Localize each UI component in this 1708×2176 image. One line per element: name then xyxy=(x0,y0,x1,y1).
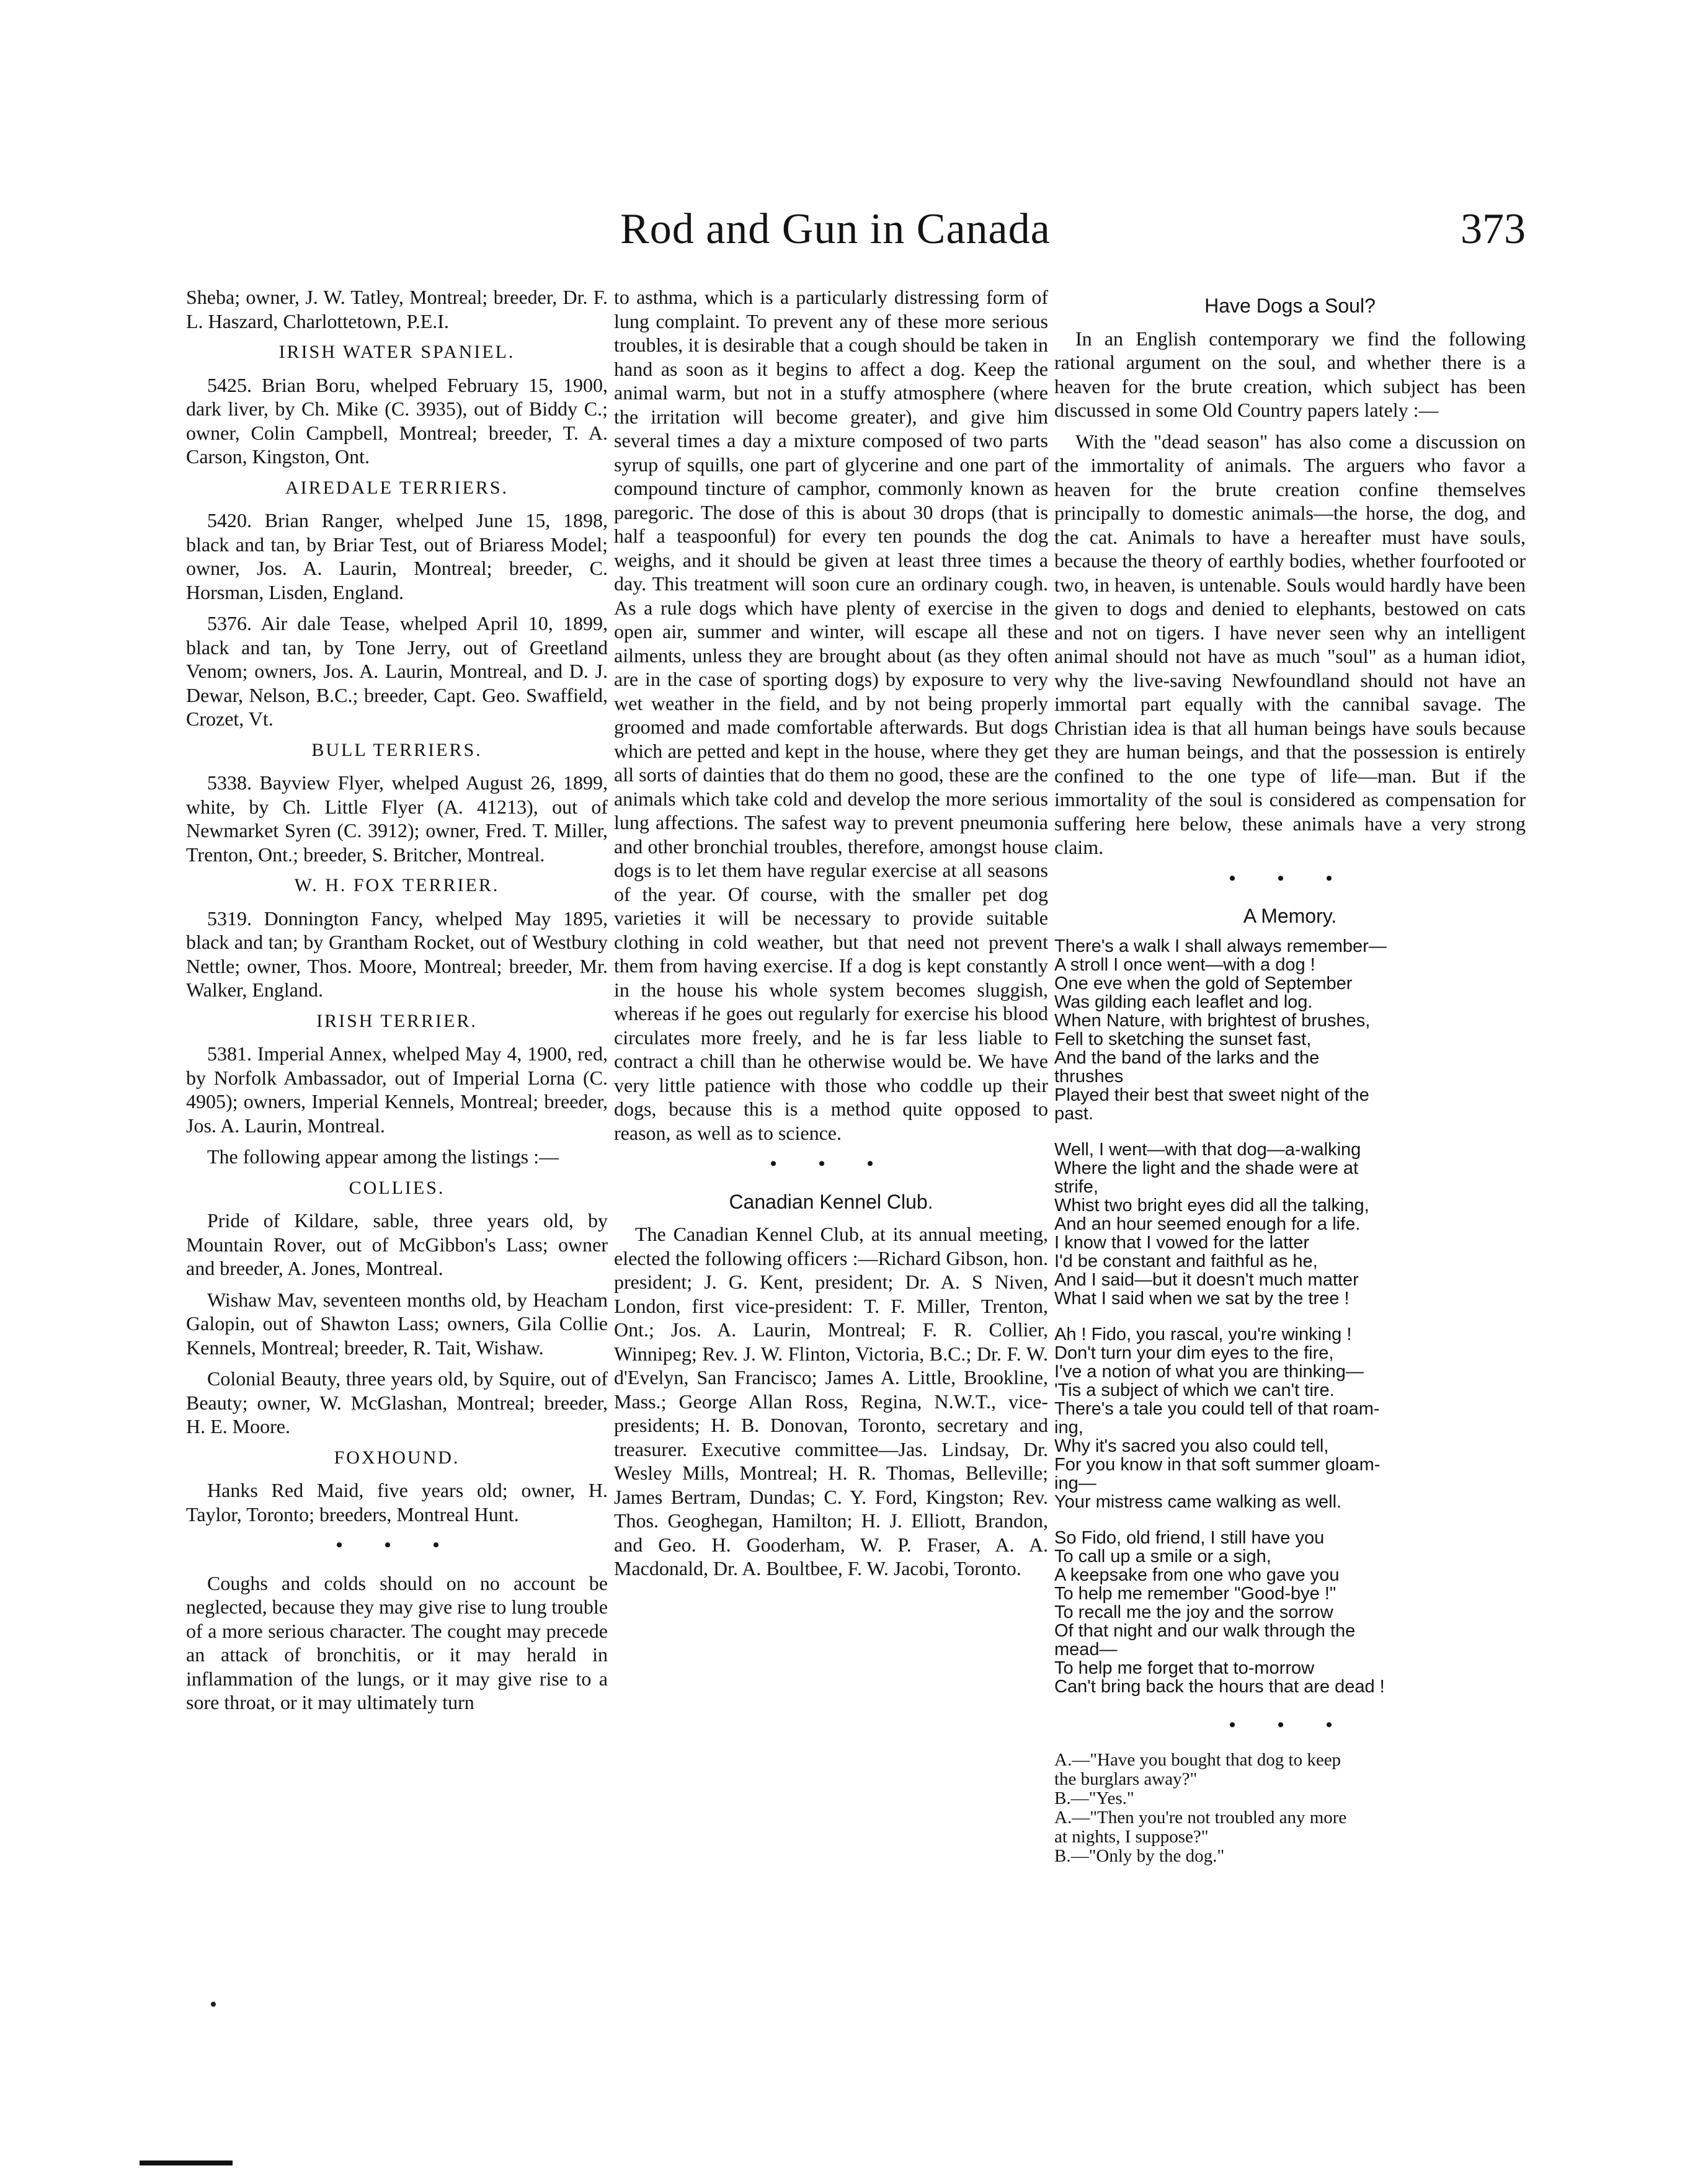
text-line: Fell to sketching the sunset fast, xyxy=(1054,1029,1312,1049)
section-separator: • • • xyxy=(1229,1714,1351,1735)
section-heading: BULL TERRIERS. xyxy=(311,739,483,760)
text-line: And the band of the larks and the xyxy=(1054,1047,1320,1068)
text-line: Of that night and our walk through the xyxy=(1054,1620,1356,1641)
text-line: 'Tis a subject of which we can't tire. xyxy=(1054,1380,1335,1400)
text-line: strife, xyxy=(1054,1176,1098,1197)
poem-stanza xyxy=(1054,1325,1526,1511)
registration-entry: 5376. Air dale Tease, whelped April 10, 1899, black and tan, by Tone Jerry, out of Greetland Venom; owners, Jos. A. Laurin, Montreal, and D. J. Dewar, Nelson, B.C.; breeder, Capt. Geo. Swaffield, Crozet, Vt. xyxy=(186,612,608,730)
text-line: Where the light and the shade were at xyxy=(1054,1158,1359,1178)
text-line: B.—"Only by the dog." xyxy=(1054,1846,1225,1866)
print-speck xyxy=(211,2002,216,2007)
text-line: To recall me the joy and the sorrow xyxy=(1054,1602,1333,1622)
article-paragraph: With the "dead season" has also come a discussion on the immortality of animals. The arguers who favor a heaven for the brute creation confine themselves principally to domestic animals—the horse, the dog, and the cat. Animals to have a hereafter must have souls, because the theory of earthly bodies, whether fourfooted or two, in heaven, is untenable. Souls would hardly have been given to dogs and denied to elephants, bestowed on cats and not on tigers. I have never seen why an intelligent animal should not have as much "soul" as a human idiot, why the live-saving Newfoundland should not have an immortal part equally with the cannibal savage. The Christian idea is that all human beings have souls because they are human beings, and that the possession is entirely confined to the one type of life—man. But if the immortality of the soul is considered as compensation for suffering here below, these animals have a very strong claim. xyxy=(1054,430,1526,858)
article-heading: Canadian Kennel Club. xyxy=(729,1190,933,1213)
listing-entry: Pride of Kildare, sable, three years old, by Mountain Rover, out of McGibbon's Lass; owner and breeder, A. Jones, Montreal. xyxy=(186,1209,608,1279)
text-line: past. xyxy=(1054,1103,1093,1124)
listing-entry: Colonial Beauty, three years old, by Squire, out of Beauty; owner, W. McGlashan, Montreal; breeder, H. E. Moore. xyxy=(186,1367,608,1437)
listings-intro: The following appear among the listings :— xyxy=(207,1145,559,1168)
text-line: To help me remember "Good-bye !" xyxy=(1054,1583,1337,1604)
text-line: For you know in that soft summer gloam- xyxy=(1054,1454,1381,1475)
section-heading: FOXHOUND. xyxy=(334,1447,460,1468)
text-line: There's a tale you could tell of that roam- xyxy=(1054,1398,1380,1419)
text-line: And an hour seemed enough for a life. xyxy=(1054,1214,1361,1234)
text-line: the burglars away?" xyxy=(1054,1769,1198,1789)
text-line: Was gilding each leaflet and log. xyxy=(1054,992,1313,1012)
section-heading: IRISH TERRIER. xyxy=(316,1010,478,1031)
text-line: To call up a smile or a sigh, xyxy=(1054,1546,1271,1566)
running-title: Rod and Gun in Canada xyxy=(620,205,1051,253)
registration-entry: 5338. Bayview Flyer, whelped August 26, 1899, white, by Ch. Little Flyer (A. 41213), out of Newmarket Syren (C. 3912); owner, Fred. T. Miller, Trenton, Ont.; breeder, S. Britcher, Montreal. xyxy=(186,771,608,866)
text-line: I've a notion of what you are thinking— xyxy=(1054,1361,1364,1382)
section-separator: • • • xyxy=(1229,868,1351,889)
text-line: Why it's sacred you also could tell, xyxy=(1054,1436,1329,1456)
text-line: mead— xyxy=(1054,1639,1118,1659)
text-line: And I said—but it doesn't much matter xyxy=(1054,1269,1359,1290)
text-line: ing— xyxy=(1054,1473,1096,1493)
poem-stanza xyxy=(1054,937,1526,1123)
text-line: A keepsake from one who gave you xyxy=(1054,1565,1340,1585)
registration-entry: 5319. Donnington Fancy, whelped May 1895, black and tan; by Grantham Rocket, out of Westbury Nettle; owner, Thos. Moore, Montreal; breeder, Mr. Walker, England. xyxy=(186,907,608,1001)
article-paragraph: In an English contemporary we find the following rational argument on the soul, and whether there is a heaven for the brute creation, which subject has been discussed in some Old Country papers lately :— xyxy=(1054,327,1526,421)
section-separator: • • • xyxy=(336,1535,458,1555)
registration-entry: 5381. Imperial Annex, whelped May 4, 1900, red, by Norfolk Ambassador, out of Imperial Lorna (C. 4905); owners, Imperial Kennels, Montreal; breeder, Jos. A. Laurin, Montreal. xyxy=(186,1042,608,1137)
column-3 xyxy=(1054,285,1526,1866)
text-line: A stroll I once went—with a dog ! xyxy=(1054,954,1315,975)
listing-entry: Wishaw Mav, seventeen months old, by Heacham Galopin, out of Shawton Lass; owners, Gila Collie Kennels, Montreal; breeder, R. Tait, Wishaw. xyxy=(186,1288,608,1359)
article-paragraph: to asthma, which is a particularly distressing form of lung complaint. To prevent any of these more serious troubles, it is desirable that a cough should be taken in hand as soon as it begins to affect a dog. Keep the animal warm, but not in a stuffy atmosphere (where the irritation will become greater), and give him several times a day a mixture composed of two parts syrup of squills, one part of glycerine and one part of compound tincture of camphor, commonly known as paregoric. The dose of this is about 30 drops (that is half a teaspoonful) for every ten pounds the dog weighs, and it should be given at least three times a day. This treatment will soon cure an ordinary cough. As a rule dogs which have plenty of exercise in the open air, summer and winter, will escape all these ailments, unless they are brought about (as they often are in the case of sporting dogs) by exposure to very wet weather in the field, and by not being properly groomed and made comfortable afterwards. But dogs which are petted and kept in the house, where they get all sorts of dainties that do them no good, these are the animals which take cold and develop the more serious lung affections. The safest way to prevent pneumonia and other bronchial troubles, therefore, amongst house dogs is to let them have regular exercise at all seasons of the year. Of course, with the smaller pet dog varieties it will be necessary to provide suitable clothing in cold weather, but that need not prevent them from having exercise. If a dog is kept constantly in the house his whole system becomes sluggish, whereas if he goes out regularly for exercise his blood circulates more freely, and he is far less liable to contract a chill than he otherwise would be. We have very little patience with those who coddle up their dogs, because this is a method quite opposed to reason, as well as to science. xyxy=(614,286,1048,1144)
text-line: When Nature, with brightest of brushes, xyxy=(1054,1010,1371,1031)
column-2 xyxy=(614,285,1048,1588)
text-line: thrushes xyxy=(1054,1066,1124,1086)
footer-rule xyxy=(140,2160,233,2165)
text-line: ing, xyxy=(1054,1417,1083,1437)
text-line: at nights, I suppose?" xyxy=(1054,1827,1209,1847)
poem-stanza xyxy=(1054,1529,1526,1696)
section-heading: COLLIES. xyxy=(349,1177,445,1198)
text-line: One eve when the gold of September xyxy=(1054,973,1353,993)
text-line: There's a walk I shall always remember— xyxy=(1054,936,1387,956)
poem-title: A Memory. xyxy=(1243,905,1337,927)
page-header xyxy=(186,205,1526,267)
text-line: B.—"Yes." xyxy=(1054,1788,1134,1808)
text-line: What I said when we sat by the tree ! xyxy=(1054,1288,1350,1308)
text-line: Whist two bright eyes did all the talking, xyxy=(1054,1195,1369,1215)
text-line: Played their best that sweet night of the xyxy=(1054,1085,1369,1105)
text-line: To help me forget that to-morrow xyxy=(1054,1658,1315,1678)
registration-entry: Sheba; owner, J. W. Tatley, Montreal; breeder, Dr. F. L. Haszard, Charlottetown, P.E.I. xyxy=(186,286,608,332)
page-number: 373 xyxy=(1461,205,1526,253)
text-line: Ah ! Fido, you rascal, you're winking ! xyxy=(1054,1324,1352,1344)
poem-stanza xyxy=(1054,1140,1526,1308)
text-line: Your mistress came walking as well. xyxy=(1054,1491,1342,1512)
text-line: Can't bring back the hours that are dead ! xyxy=(1054,1676,1385,1697)
section-heading: AIREDALE TERRIERS. xyxy=(285,477,509,498)
article-paragraph: Coughs and colds should on no account be neglected, because they may give rise to lung trouble of a more serious character. The cought may precede an attack of bronchitis, or it may herald in inflammation of the lungs, or it may give rise to a sore throat, or it may ultimately turn xyxy=(186,1571,608,1713)
section-heading: W. H. FOX TERRIER. xyxy=(294,875,500,895)
text-line: Well, I went—with that dog—a-walking xyxy=(1054,1139,1361,1160)
column-1 xyxy=(186,285,608,1722)
text-line: A.—"Then you're not troubled any more xyxy=(1054,1808,1347,1827)
registration-entry: 5420. Brian Ranger, whelped June 15, 1898, black and tan, by Briar Test, out of Briaress Model; owner, Jos. A. Laurin, Montreal; breeder, C. Horsman, Lisden, England. xyxy=(186,509,608,603)
article-paragraph: The Canadian Kennel Club, at its annual meeting, elected the following officers :—Richard Gibson, hon. president; J. G. Kent, president; Dr. A. S Niven, London, first vice-president: T. F. Miller, Trenton, Ont.; Jos. A. Laurin, Montreal; F. R. Collier, Winnipeg; Rev. J. W. Flinton, Victoria, B.C.; Dr. F. W. d'Evelyn, San Francisco; James A. Little, Brookline, Mass.; George Allan Ross, Regina, N.W.T., vice-presidents; H. B. Donovan, Toronto, secretary and treasurer. Executive committee—Jas. Lindsay, Dr. Wesley Mills, Montreal; H. R. Thomas, Belleville; James Bertram, Dundas; C. Y. Ford, Kingston; Rev. Thos. Geoghegan, Hamilton; H. J. Elliott, Brandon, and Geo. H. Gooderham, W. P. Fraser, A. A. Macdonald, Dr. A. Boultbee, F. W. Jacobi, Toronto. xyxy=(614,1223,1048,1579)
section-separator: • • • xyxy=(770,1153,892,1174)
section-heading: IRISH WATER SPANIEL. xyxy=(278,342,515,362)
joke-dialogue xyxy=(1054,1751,1526,1866)
registration-entry: 5425. Brian Boru, whelped February 15, 1900, dark liver, by Ch. Mike (C. 3935), out of Biddy C.; owner, Colin Campbell, Montreal; breeder, T. A. Carson, Kingston, Ont. xyxy=(186,373,608,468)
text-line: Don't turn your dim eyes to the fire, xyxy=(1054,1343,1334,1363)
text-line: So Fido, old friend, I still have you xyxy=(1054,1527,1325,1548)
text-line: A.—"Have you bought that dog to keep xyxy=(1054,1750,1341,1770)
text-line: I'd be constant and faithful as he, xyxy=(1054,1251,1318,1271)
listing-entry: Hanks Red Maid, five years old; owner, H. Taylor, Toronto; breeders, Montreal Hunt. xyxy=(186,1479,608,1525)
text-line: I know that I vowed for the latter xyxy=(1054,1232,1310,1253)
article-heading: Have Dogs a Soul? xyxy=(1204,295,1376,317)
